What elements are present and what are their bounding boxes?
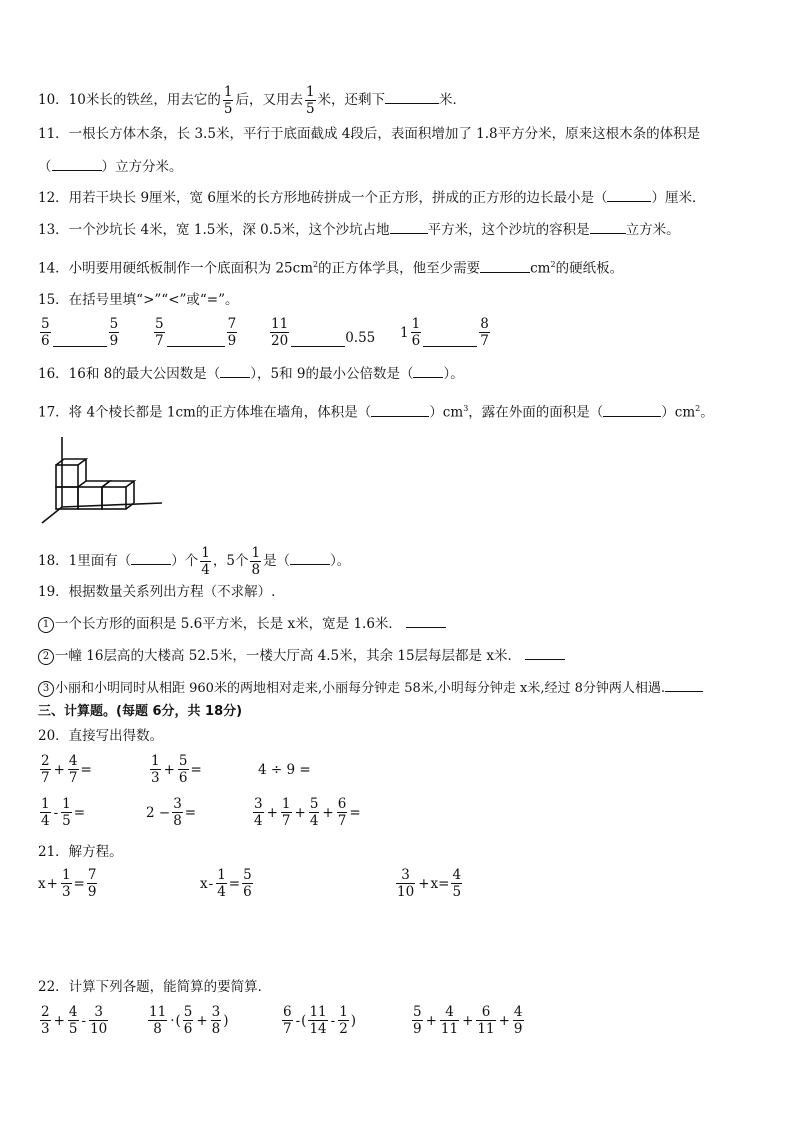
cubes-corner-figure bbox=[38, 433, 168, 525]
q10: 10．10米长的铁丝，用去它的 $\frac{1}{5}$ 后，又用去 $\frac{1}{5}$ 米，还剩下 米． bbox=[38, 84, 467, 117]
q20-expr-4: $\frac{1}{4}$ - $\frac{1}{5}$ = bbox=[41, 796, 86, 829]
q19-item-2: 2 一幢 16层高的大楼高 52.5米，一楼大厅高 4.5米，其余 15层每层都是 x米． bbox=[38, 646, 565, 665]
q15-title: 15．在括号里填“>”“<”或“=”。 bbox=[38, 292, 239, 308]
q21-eq-3: $\frac{3}{10}$ + x = $\frac{4}{5}$ bbox=[397, 867, 462, 900]
answer-blank[interactable] bbox=[607, 188, 651, 202]
q11-line2: （ ）立方分米。 bbox=[38, 159, 183, 175]
q20-expr-6: $\frac{3}{4}$ + $\frac{1}{7}$ + $\frac{5}{4}$ + $\frac{6}{7}$ = bbox=[254, 796, 361, 829]
fraction: $\frac{1}{5}$ bbox=[223, 84, 233, 117]
answer-blank[interactable] bbox=[406, 614, 446, 628]
q15-item-3: $\frac{11}{20}$ 0.55 bbox=[271, 316, 376, 349]
answer-blank[interactable] bbox=[480, 259, 530, 273]
q13: 13．一个沙坑长 4米，宽 1.5米，深 0.5米，这个沙坑占地 平方米，这个沙坑的容积是 立方米。 bbox=[38, 222, 680, 238]
q22-expr-4: $\frac{5}{9}$ + $\frac{4}{11}$ + $\frac{6}{11}$ + $\frac{4}{9}$ bbox=[413, 1004, 523, 1037]
answer-blank[interactable] bbox=[590, 220, 626, 234]
q22-title: 22．计算下列各题，能简算的要简算． bbox=[38, 979, 272, 995]
q15-item-2: $\frac{5}{7}$ $\frac{7}{9}$ bbox=[155, 316, 237, 349]
q16: 16．16和 8的最大公因数是（ ），5和 9的最小公倍数是（ ）。 bbox=[38, 366, 464, 382]
q22-expr-2: $\frac{11}{8}$ · ( $\frac{5}{6}$ + $\frac{3}{8}$ ) bbox=[149, 1004, 229, 1037]
q20-expr-1: $\frac{2}{7}$ + $\frac{4}{7}$ = bbox=[41, 753, 92, 786]
answer-blank[interactable] bbox=[665, 678, 703, 692]
q12: 12．用若干块长 9厘米，宽 6厘米的长方形地砖拼成一个正方形，拼成的正方形的边长最小是（ ）厘米． bbox=[38, 190, 706, 206]
q18: 18．1里面有（ ）个 $\frac{1}{4}$ ，5个 $\frac{1}{8}$ 是（ ）。 bbox=[38, 545, 351, 578]
q11-line1: 11．一根长方体木条，长 3.5米，平行于底面截成 4段后，表面积增加了 1.8平方分米，原来这根木条的体积是 bbox=[38, 126, 701, 142]
q22-expr-1: $\frac{2}{3}$ + $\frac{4}{5}$ - $\frac{3}{10}$ bbox=[41, 1004, 108, 1037]
answer-blank[interactable] bbox=[290, 551, 330, 565]
q20-expr-5: 2 − $\frac{3}{8}$ = bbox=[146, 796, 197, 829]
q20-expr-3: 4 ÷ 9 = bbox=[258, 762, 311, 778]
q20-title: 20．直接写出得数。 bbox=[38, 728, 164, 744]
q22-expr-3: $\frac{6}{7}$ - ( $\frac{11}{14}$ - $\frac{1}{2}$ ) bbox=[283, 1004, 357, 1037]
q19-item-1: 1 一个长方形的面积是 5.6平方米，长是 x米，宽是 1.6米． bbox=[38, 614, 446, 633]
q15-item-4: 1 $\frac{1}{6}$ $\frac{8}{7}$ bbox=[400, 316, 489, 349]
q14: 14．小明要用硬纸板制作一个底面积为 $25cm^2$的正方体学具，他至少需要 $cm^2$的硬纸板。 bbox=[38, 260, 624, 277]
q17: 17．将 4个棱长都是 1cm的正方体堆在墙角，体积是（ ）$cm^3$，露在外面的面积是（ ）$cm^2$。 bbox=[38, 404, 714, 421]
answer-blank[interactable] bbox=[131, 551, 171, 565]
answer-blank[interactable] bbox=[167, 333, 225, 347]
answer-blank[interactable] bbox=[423, 333, 477, 347]
q21-title: 21．解方程。 bbox=[38, 844, 123, 860]
q19-item-3: 3 小丽和小明同时从相距 960米的两地相对走来,小丽每分钟走 58米,小明每分钟走 x米,经过 8分钟两人相遇. bbox=[38, 678, 703, 698]
answer-blank[interactable] bbox=[220, 364, 250, 378]
answer-blank[interactable] bbox=[390, 220, 428, 234]
q15-item-1: $\frac{5}{6}$ $\frac{5}{9}$ bbox=[41, 316, 119, 349]
answer-blank[interactable] bbox=[413, 364, 443, 378]
section-heading: 三、计算题。(每题 6分，共 18分) bbox=[38, 704, 243, 719]
q21-eq-2: x - $\frac{1}{4}$ = $\frac{5}{6}$ bbox=[200, 867, 252, 900]
q19-title: 19．根据数量关系列出方程（不求解）. bbox=[38, 584, 276, 600]
q21-eq-1: x + $\frac{1}{3}$ = $\frac{7}{9}$ bbox=[38, 867, 97, 900]
answer-blank[interactable] bbox=[371, 403, 429, 417]
answer-blank[interactable] bbox=[603, 403, 661, 417]
answer-blank[interactable] bbox=[385, 90, 439, 104]
answer-blank[interactable] bbox=[53, 333, 107, 347]
answer-blank[interactable] bbox=[525, 646, 565, 660]
answer-blank[interactable] bbox=[52, 157, 102, 171]
fraction: $\frac{1}{5}$ bbox=[305, 84, 315, 117]
q20-expr-2: $\frac{1}{3}$ + $\frac{5}{6}$ = bbox=[151, 753, 202, 786]
answer-blank[interactable] bbox=[291, 333, 345, 347]
